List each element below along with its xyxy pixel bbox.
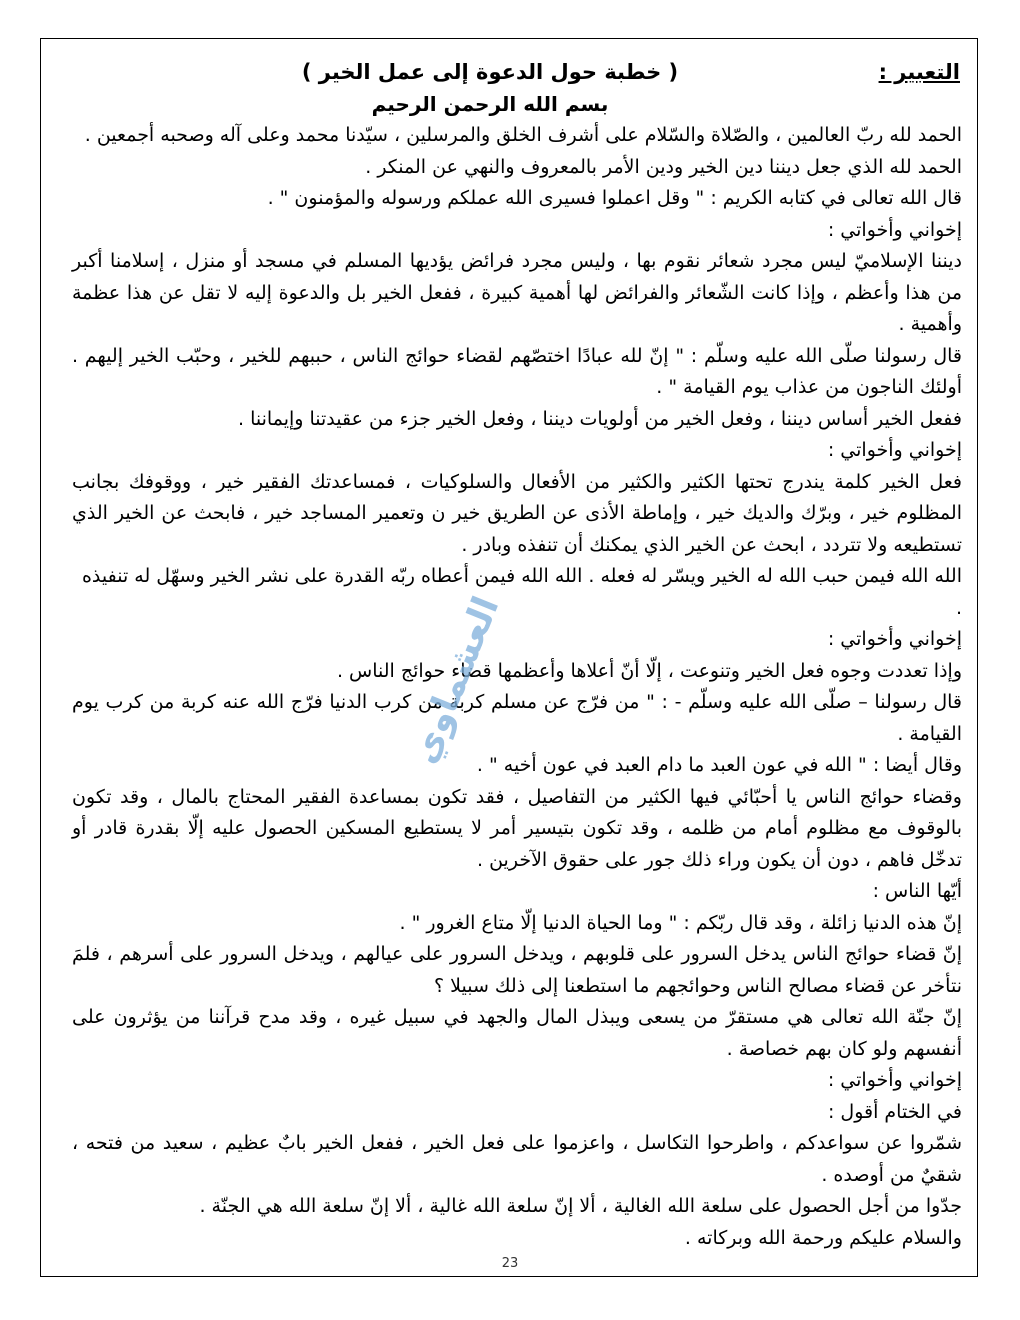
paragraph: فعل الخير كلمة يندرج تحتها الكثير والكثير من الأفعال والسلوكيات ، فمساعدتك الفقير خير ، ووقوفك بجانب المظلوم خير ، وبرّك والديك خير ، وإماطة الأذى عن الطريق خير ن وتعمير المساجد خير ، فابحث عن الخير الذي تستطيعه ولا تتردد ، ابحث عن الخير الذي يمكنك أن تنفذه وبادر .	[72, 470, 962, 556]
paragraph: ففعل الخير أساس ديننا ، وفعل الخير من أولويات ديننا ، وفعل الخير جزء من عقيدتنا وإيماننا .	[238, 407, 962, 430]
paragraph: الحمد لله ربّ العالمين ، والصّلاة والسّلام على أشرف الخلق والمرسلين ، سيّدنا محمد وعلى آله وصحبه أجمعين .	[84, 124, 962, 146]
paragraph: أيّها الناس :	[872, 880, 962, 902]
paragraph: ديننا الإسلاميّ ليس مجرد شعائر نقوم بها ، وليس مجرد فرائض يؤديها المسلم في مسجد أو منزل ، إسلامنا أكبر من هذا وأعظم ، وإذا كانت الشّعائر والفرائض لها أهمية كبيرة ، ففعل الخير بل والدعوة إليه لا تقل عن هذا عظمة وأهمية .	[72, 250, 962, 335]
paragraph: إخواني وأخواتي :	[827, 218, 962, 241]
paragraph: والسلام عليكم ورحمة الله وبركاته .	[684, 1226, 962, 1249]
basmala-heading: بسم الله الرحمن الرحيم	[371, 92, 609, 116]
paragraph: إخواني وأخواتي :	[827, 439, 962, 461]
paragraph: إنّ جنّة الله تعالى هي مستقرّ من يسعى ويبذل المال والجهد في سبيل غيره ، وقد مدح قرآننا من يؤثرون على أنفسهم ولو كان بهم خصاصة .	[72, 1006, 962, 1060]
paragraph: إنّ هذه الدنيا زائلة ، وقد قال ربّكم : " وما الحياة الدنيا إلّا متاع الغرور " .	[399, 911, 962, 934]
paragraph: وقال أيضا : " الله في عون العبد ما دام العبد في عون أخيه " .	[476, 754, 962, 776]
paragraph: إخواني وأخواتي :	[827, 628, 962, 650]
paragraph: في الختام أقول :	[827, 1100, 962, 1123]
paragraph: إنّ قضاء حوائج الناس يدخل السرور على قلوبهم ، ويدخل السرور على عيالهم ، ويدخل السرور على أسرهم ، فلمَ نتأخر عن قضاء مصالح الناس وحوائجهم ما استطعنا إلى ذلك سبيلا ؟	[72, 943, 962, 997]
paragraph: قال رسولنا – صلّى الله عليه وسلّم - : " من فرّج عن مسلم كربة من كرب الدنيا فرّج الله عنه كربة من كرب يوم القيامة .	[72, 691, 962, 745]
watermark: العشماوي	[403, 590, 507, 770]
page-title: ( خطبة حول الدعوة إلى عمل الخير )	[301, 60, 679, 84]
page-number: 23	[501, 1256, 519, 1271]
paragraph: إخواني وأخواتي :	[827, 1069, 962, 1091]
paragraph: الحمد لله الذي جعل ديننا دين الخير ودين الأمر بالمعروف والنهي عن المنكر .	[365, 155, 962, 178]
paragraph: وقضاء حوائج الناس يا أحبّائي فيها الكثير من التفاصيل ، فقد تكون بمساعدة الفقير المحتاج بالمال ، وقد تكون بالوقوف مع مظلوم أمام من ظلمه ، وقد تكون بتيسير أمر لا يستطيع المسكين الحصول عليه إلّا بقدرة قادر أو تدخّل فاهم ، دون أن يكون وراء ذلك جور على حقوق الآخرين .	[72, 785, 962, 871]
paragraph: قال الله تعالى في كتابه الكريم : " وقل اعملوا فسيرى الله عملكم ورسوله والمؤمنون " .	[267, 187, 962, 209]
paragraph: قال رسولنا صلّى الله عليه وسلّم : " إنّ لله عبادًا اختصّهم لقضاء حوائج الناس ، حببهم للخير ، وحبّب الخير إليهم . أولئك الناجون من عذاب يوم القيامة " .	[72, 344, 962, 398]
paragraph: وإذا تعددت وجوه فعل الخير وتنوعت ، إلّا أنّ أعلاها وأعظمها قضاء حوائج الناس .	[336, 659, 962, 682]
paragraph: جدّوا من أجل الحصول على سلعة الله الغالية ، ألا إنّ سلعة الله غالية ، ألا إنّ سلعة الله هي الجنّة .	[199, 1195, 962, 1217]
paragraph: شمّروا عن سواعدكم ، واطرحوا التكاسل ، واعزموا على فعل الخير ، ففعل الخير بابٌ عظيم ، سعيد من فتحه ، شقيٌ من أوصده .	[72, 1132, 962, 1186]
section-label: التعبير :	[878, 60, 960, 84]
paragraph: الله الله فيمن حبب الله له الخير ويسّر له فعله . الله الله فيمن أعطاه ربّه القدرة على نشر الخير وسهّل له تنفيذه .	[81, 565, 962, 619]
